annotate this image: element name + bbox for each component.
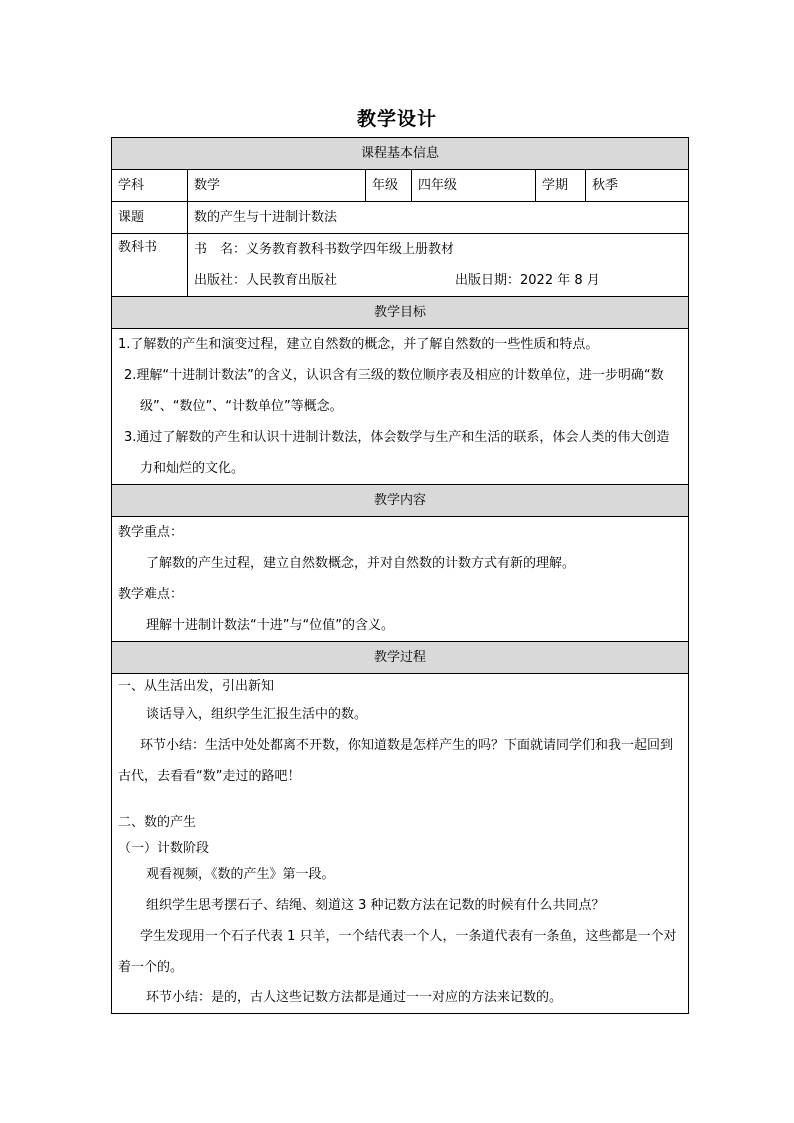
content-body <box>112 517 689 642</box>
objectives-header-row <box>112 297 689 329</box>
key-point-text: 了解数的产生过程，建立自然数概念，并对自然数的计数方式有新的理解。 <box>146 556 576 571</box>
objective-item: 3.通过了解数的产生和认识十进制计数法，体会数学与生产和生活的联系，体会人类的伟大创造力和灿烂的文化。 <box>124 430 670 476</box>
paragraph: 观看视频，《数的产生》第一段。 <box>146 867 335 882</box>
paragraph: 环节小结：是的，古人这些记数方法都是通过一一对应的方法来记数的。 <box>146 990 563 1005</box>
paragraph: 学生发现用一个石子代表 1 只羊，一个结代表一个人，一条道代表有一条鱼，这些都是一个对着一个的。 <box>118 929 677 975</box>
term-label: 学期 <box>536 170 586 202</box>
section-title: 二、数的产生 <box>118 815 197 830</box>
difficulty-text: 理解十进制计数法“十进”与“位值”的含义。 <box>146 618 394 633</box>
paragraph: 组织学生思考摆石子、结绳、刻道这 3 种记数方法在记数的时候有什么共同点？ <box>146 898 605 913</box>
key-point-label: 教学重点： <box>118 525 184 540</box>
publish-date: 出版日期：2022 年 8 月 <box>455 273 600 288</box>
grade-label: 年级 <box>366 170 412 202</box>
section-title: 一、从生活出发，引出新知 <box>118 679 275 694</box>
process-body <box>112 674 689 1014</box>
content-header: 教学内容 <box>112 485 689 517</box>
publisher: 出版社：人民教育出版社 <box>194 273 338 288</box>
term-value: 秋季 <box>586 170 689 202</box>
lesson-plan-table <box>111 137 689 1014</box>
basic-info-header: 课程基本信息 <box>112 138 689 170</box>
objective-item: 2.理解“十进制计数法”的含义，认识含有三级的数位顺序表及相应的计数单位，进一步明确“数级”、“数位”、“计数单位”等概念。 <box>124 368 664 414</box>
objectives-header: 教学目标 <box>112 297 689 329</box>
basic-info-header-row <box>112 138 689 170</box>
subject-value: 数学 <box>188 170 366 202</box>
content-header-row <box>112 485 689 517</box>
textbook-row <box>112 234 689 297</box>
paragraph: 环节小结：生活中处处都离不开数，你知道数是怎样产生的吗？下面就请同学们和我一起回到古代，去看看“数”走过的路吧！ <box>118 738 674 784</box>
difficulty-label: 教学难点： <box>118 587 184 602</box>
subject-row <box>112 170 689 202</box>
subject-label: 学科 <box>112 170 188 202</box>
topic-value: 数的产生与十进制计数法 <box>188 202 689 234</box>
objectives-row <box>112 329 689 485</box>
content-row <box>112 517 689 642</box>
paragraph: 谈话导入，组织学生汇报生活中的数。 <box>146 707 368 722</box>
process-header: 教学过程 <box>112 642 689 674</box>
page-title: 教学设计 <box>356 108 437 130</box>
topic-row <box>112 202 689 234</box>
objective-item: 1.了解数的产生和演变过程，建立自然数的概念，并了解自然数的一些性质和特点。 <box>118 337 599 352</box>
grade-value: 四年级 <box>412 170 536 202</box>
publish-info <box>188 265 688 296</box>
process-header-row <box>112 642 689 674</box>
book-name: 书 名：义务教育教科书数学四年级上册教材 <box>194 242 455 257</box>
process-row <box>112 674 689 1014</box>
subsection-title: （一）计数阶段 <box>118 841 210 856</box>
blank-line <box>118 792 682 807</box>
textbook-label: 教科书 <box>112 234 188 297</box>
objectives-body <box>112 329 689 485</box>
textbook-info <box>188 234 689 297</box>
topic-label: 课题 <box>112 202 188 234</box>
